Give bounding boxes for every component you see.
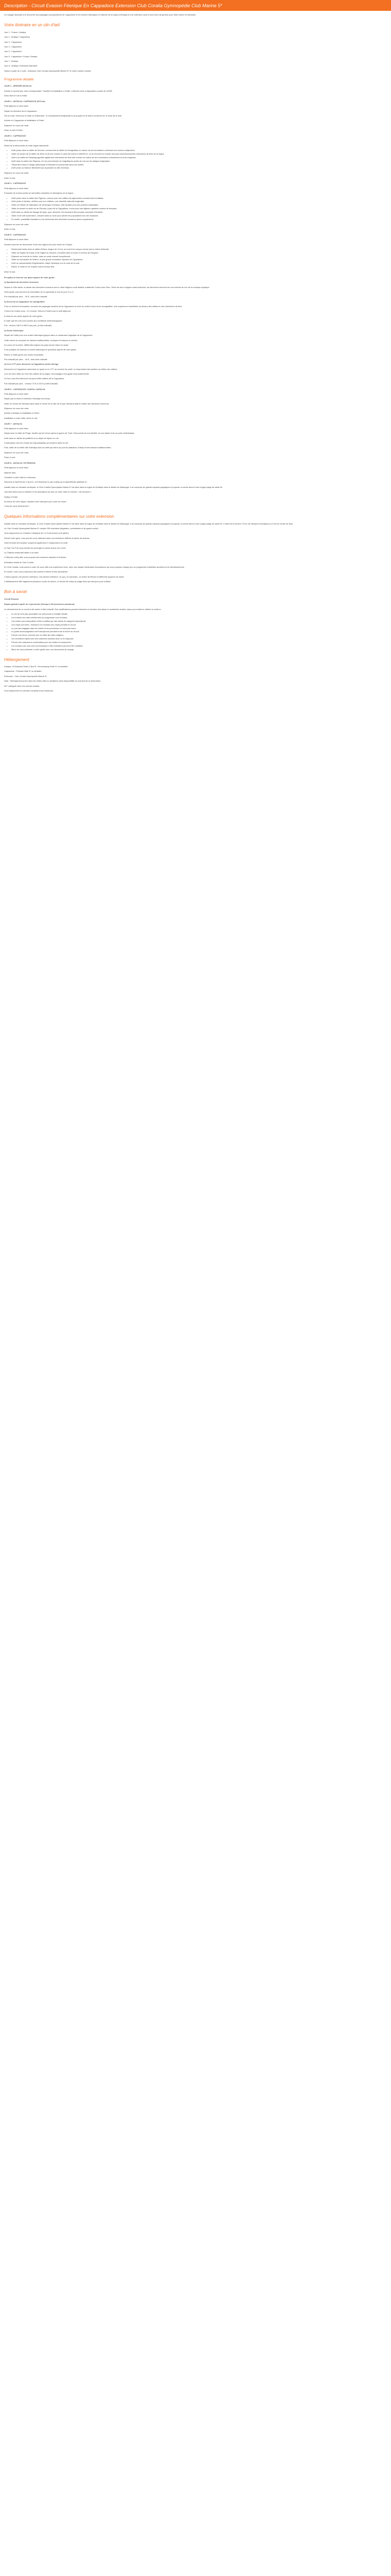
day-title: JOUR 3 : CAPPADOCE — [4, 134, 26, 138]
intro-text: Un voyage fascinant à la rencontre des paysages époustouflants de Cappadoce et les trésors historiques et naturels de la région d'Antalya et une extension sans le bord bord de genèse pour allier culture et balnéaire. — [4, 13, 197, 16]
extension-paragraph: Le Sea You Pub vous permet de prolonger la soirée autour d'un verre. — [4, 546, 67, 549]
day-paragraph: Petit déjeuner à votre hôtel. — [4, 139, 29, 142]
accommodation-line: Cappadoce : Perissia Hotel 5* ou similaire — [4, 670, 42, 673]
good-to-know-subtitle: Circuit Evasion — [4, 597, 19, 600]
page — [0, 0, 391, 692]
option-paragraph: À réserver sur place auprès de votre guide. — [4, 314, 43, 317]
day-activity-list — [4, 197, 387, 221]
day-paragraph: Arrivée à Antalya et installation à l'hôtel. — [4, 412, 40, 415]
day-title: JOUR 1 : ARRIVÉE ANTALYA — [4, 84, 32, 88]
day-paragraph: Petit déjeuner à votre hôtel. — [4, 393, 29, 396]
summary-line: Séjour à partir de 2 nuits : extension Club Coralia Gymnopédie Marine 5* ht, selon l'option choisie. — [4, 69, 91, 72]
extension-paragraph: L'hôtel propose une piscine extérieure, une piscine intérieure, un spa, un hammam, un centre de fitness et différents espaces de loisirs. — [4, 575, 124, 578]
program-heading: Programme détaillé — [4, 77, 34, 81]
accommodation-line: Note : Hébergement prévu dans les hôtels cités ou similaires selon disponibilité au moment de la réservation. — [4, 680, 101, 683]
day-paragraph: Transfert à votre hôtel en extension. — [4, 476, 37, 479]
accommodation-list — [4, 665, 387, 692]
day-paragraph: Puis, visite de la vieille ville d'Antalya avec la ruelle qui mène au port de plaisance, Kaleiçi et ses maisons traditionnelles. — [4, 446, 111, 449]
extension-paragraph: Décoré avec goût, vous pourrez vous détendre dans une ambiance raffinée et pleine de charme. — [4, 536, 90, 539]
option-paragraph: Prix indicatif par pers. : 30 € ; tarif à titre indicatif. — [4, 295, 48, 298]
day-paragraph: Départ par la route en direction d'Antalya via Konya. — [4, 397, 51, 400]
activity-item: • Visite du monastère de Selime, le plus grand monastère rupestre de Cappadoce. — [11, 258, 387, 261]
accommodation-line: Antalya : Ili Business Hotel & Spa 5* / Kervansaray Hotel 4* ou similaire — [4, 665, 68, 668]
option-paragraph: Prix : environ 180 € à 250 € par pers. (à titre indicatif). — [4, 324, 52, 327]
good-to-know-item: • Les hôtels sont susceptibles d'être modifiés par des hôtels de catégorie équivalente. — [11, 620, 387, 623]
option-paragraph: Pour un moment d'exception, survolez les paysages lunaires de la Cappadoce au lever du soleil à bord d'une montgolfière. Une expérience inoubliable au-dessus des vallées et des cheminées de fées. — [4, 305, 183, 308]
good-to-know-item: • Les repas sont fixes ; boissons non incluses aux repas pendant le circuit. — [11, 623, 387, 626]
day-paragraph: Départ en direction de la Cappadoce. — [4, 109, 38, 112]
activity-item: • Retour à l'hôtel en fin d'après-midi et temps libre. — [11, 265, 387, 268]
extension-paragraph: L'établissement offre également plusieurs courts de tennis, un terrain de volley de plage ainsi que des jeux pour enfants. — [4, 580, 111, 583]
day-paragraph: Visite du Turbeh de Mevlana situé dans le centre de la ville de Konya. Mevlana était le maître des derviches tourneurs. — [4, 402, 110, 405]
extension-paragraph: Votre formule All Inclusive comprend également 2 restaurants à la carte. — [4, 541, 69, 545]
day-paragraph: Dîner et nuit à l'hôtel. — [4, 129, 23, 132]
day-paragraph: Arrêt dans un atelier de joaillerie et un dépôt de bijoux en cuir. — [4, 436, 59, 439]
option-title: 4) 1h en VTT pour découvrir la Cappadoce (selon timing) — [4, 363, 58, 366]
day-paragraph: Installation à votre hôtel, dîner et nuit. — [4, 416, 38, 419]
activity-item: • Arrêt à la vallée de Pasabag appelée également cheminées de fées des moines en raison de ses cheminées curieusement à trois chapeaux. — [11, 156, 387, 159]
program-days — [4, 84, 387, 273]
extension-paragraph: Animation adulte au Club Coralia — [4, 561, 34, 564]
summary-line: Jour 8 : Antalya / Extension balnéaire — [4, 64, 38, 67]
activity-item: • Visite du musée de la vallée de Zelve et de son musée en plein air inscrit à l'UNESCO, où se trouvent un bureau des plus impressionnantes cheminées de fées de la région. — [11, 152, 387, 156]
option-paragraph: Il est possible de réserver la soirée folklorique et spectacle auprès de votre guide. — [4, 348, 77, 351]
day-paragraph: Déjeuner en cours de route. — [4, 124, 29, 127]
accommodation-heading: Hébergement — [4, 657, 29, 662]
extension-paragraph: En Club Coralia, nous avons à cœur de vous offrir une expérience riche, avec une équipe d'animation francophone qui vous propose chaque jour un programme d'activités sportives et de divertissements. — [4, 565, 185, 568]
day-paragraph: Début de la découverte de cette région fascinante : — [4, 144, 50, 147]
day-paragraph: Dîner et nuit. — [4, 456, 16, 459]
title-banner — [0, 0, 391, 11]
program-days-2 — [4, 388, 387, 508]
day-paragraph: Arrivée en Cappadoce et installation à l'hôtel. — [4, 119, 44, 122]
day-paragraph: Petit déjeuner à votre hôtel. — [4, 105, 29, 108]
summary-line: Jour 6 : Cappadoce / Konya / Antalya — [4, 55, 38, 58]
day-paragraph: Journées libres pour la détente et les animations au sein de votre hôtel en formule « All Inclusive ». — [4, 490, 92, 494]
summary-line: Jour 3 : Cappadoce — [4, 40, 22, 43]
day-activity-list — [4, 149, 387, 170]
day-paragraph: SÉJOUR À PARTIR DE 2 NUITS : EXTENSION CLUB CORALIA GYMNOPÉDIE MARINE 5* — [4, 481, 87, 484]
summary-list — [4, 31, 387, 73]
extension-paragraph: La Trattoria restaurant italien à la carte. — [4, 551, 39, 554]
extension-section — [4, 514, 387, 583]
option-paragraph: L'heure de rendez-vous : 5 h environ. Retour à l'hôtel pour le petit déjeuner. — [4, 310, 71, 313]
day-paragraph: Déjeuner en cours de route. — [4, 451, 29, 454]
day-paragraph: Matinée libre. — [4, 471, 17, 474]
good-to-know-item: • Le guide accompagnateur est francophone pendant toute la durée du circuit. — [11, 630, 387, 633]
good-to-know-item: • Les entrées aux sites mentionnés au programme sont incluses. — [11, 616, 387, 619]
activity-item: • Arrêt photo au fameux Belvédère qui surplombe la ville d'Uchisar. — [11, 166, 387, 170]
day-paragraph: Petit déjeuner à votre hôtel. — [4, 466, 29, 469]
day-paragraph: Dîner et nuit. — [4, 227, 16, 230]
day-paragraph: Petit déjeuner à votre hôtel. — [4, 238, 29, 241]
day-paragraph: Petit déjeuner à votre hôtel. — [4, 187, 29, 190]
option-paragraph: Prix indicatif par pers. : environ 70 € à 100 € (à titre indicatif). — [4, 382, 58, 385]
day-title: JOUR 8 : ANTALYA / EXTENSION — [4, 462, 36, 465]
activity-item: • Arrêt photo dans la vallée des Pigeons, connue pour ses milliers de pigeonniers creusés dans la falaise. — [11, 197, 387, 200]
extension-paragraph: Le Club Coralia Gymnopédie Marine 5* compte 299 chambres élégantes, confortables et de grand confort. — [4, 527, 99, 530]
itinerary-summary — [4, 23, 387, 72]
option-paragraph: Votre guide vous prévoit à la réservation de ce spectacle le soir du jour 3 ou 4. — [4, 290, 74, 293]
day-paragraph: Départ pour la visite de Perge, fondée par les Grecs après la guerre de Troie. Découverte de son théâtre, de son stade et de sa porte hellénistique. — [4, 432, 135, 435]
extension-heading: Quelques informations complémentaires sur votre extension — [4, 514, 114, 519]
activity-item: • Arrêt photo à Uçhisar, célèbre pour son château, une citadelle naturelle troglodyte. — [11, 200, 387, 203]
good-to-know-list — [4, 613, 387, 651]
option-paragraph: Départ de l'hôtel pour une soirée folklorique typique dans un restaurant troglodyte de la Cappadoce. — [4, 334, 93, 337]
option-title: 2) Survol de la Cappadoce en montgolfière — [4, 300, 45, 303]
good-to-know-item: • Les chambres triples sont des chambres doubles avec un lit d'appoint. — [11, 637, 387, 640]
option-paragraph: Découvrez la Cappadoce autrement en quad ou en VTT au coucher du soleil, en empruntant des sentiers au milieu des vallées. — [4, 367, 118, 370]
summary-line: Jour 5 : Cappadoce — [4, 50, 22, 53]
day-paragraph: **FIN DE NOS SERVICES** — [4, 505, 30, 508]
option-paragraph: Ce tour vous fera découvrir les plus belles vallées de la Cappadoce. — [4, 377, 65, 380]
accommodation-line: Vous séjournerez en pension complète (hors boissons). — [4, 689, 54, 692]
option-title: 3) Soirée folklorique — [4, 329, 24, 332]
activity-item: • Temps libre dans le village pittoresque d'Ortahisar et promenade dans ses ruelles. — [11, 163, 387, 166]
option-paragraph: Retour à l'hôtel après une soirée inoubliable. — [4, 353, 44, 356]
option-paragraph: À noter que les vols sont soumis aux conditions météorologiques. — [4, 319, 62, 323]
option-paragraph: Au cours de la soirée, différentes régions du pays seront mises en avant. — [4, 343, 69, 346]
summary-line: Jour 7 : Antalya — [4, 59, 18, 62]
good-to-know-item: • Le circuit n'est pas accessible aux personnes à mobilité réduite. — [11, 613, 387, 616]
extension-paragraph: L'Ottoman Lobby Bar vous propose des boissons chaudes et fraîches. — [4, 556, 67, 559]
activity-item: • Arrêt dans la vallée des Pigeons, où l'on peut admirer de magnifiques points de vue sur les villages troglodytes. — [11, 160, 387, 163]
extension-paragraph: Vous séjournerez en chambre Classique de 2 à 3 personnes (vue jardin). — [4, 532, 69, 535]
options-heading: En option à réserver sur place auprès de votre guide : — [4, 276, 56, 279]
activity-item: • Visite d'une cité souterraine, creusée dans la roche pour abriter les populations lors des invasions. — [11, 214, 387, 217]
option-paragraph: Prix indicatif par pers. : 40 € ; tarif à titre indicatif. — [4, 358, 48, 361]
summary-line: Jour 1 : France / Antalya — [4, 30, 26, 33]
option-title: 1) Spectacle de derviches tourneurs — [4, 281, 39, 284]
day-paragraph: Déjeuner en cours de route. — [4, 223, 29, 226]
good-to-know-intro: Le déroulement de ce circuit a été donné à titre indicatif. Des modifications peuvent intervenir en fonction des aléas et contraintes locales, sans pour autant en altérer le contenu. — [4, 607, 161, 611]
activity-item: • Randonnée facile dans la vallée d'Ihlara, longue de 14 km, au fond d'un canyon creusé par la rivière Melendiz. — [11, 248, 387, 251]
accommodation-line: NC* catégorie selon les normes locales. — [4, 684, 40, 687]
day-paragraph: Sur la route, arrêt pour la visite du Sultanhani : le caravansérail seldjoukide le plus grand et le mieux conservé sur la route de la soie. — [4, 114, 122, 117]
day-paragraph: Déjeuner en cours de visite. — [4, 172, 29, 175]
day-paragraph: Poursuite de la découverte de merveilles naturelles et historiques de la région : — [4, 192, 75, 195]
good-to-know-item: • Prévoir des chaussures confortables pour les visites et randonnées. — [11, 641, 387, 644]
day-title: JOUR 6 : CAPPADOCE / KONYA / ANTALYA — [4, 387, 45, 391]
option-paragraph: Lors de votre visite de l'une des vallées de la région, accompagné d'un guide local expérimenté. — [4, 372, 90, 376]
page-title: Description - Circuit Evasion Féerique En Cappadoce Extension Club Coralia Gymnopédie Club Marine 5* — [4, 3, 222, 8]
good-to-know-item: • Les horaires des vols sont communiqués à titre indicatif et peuvent être modifiés. — [11, 645, 387, 648]
good-to-know-item: • Merci de vous présenter à votre guide avec vos documents de voyage. — [11, 648, 387, 651]
day-title: JOUR 2 : ANTALYA / CAPPADOCE (575 km) — [4, 100, 45, 103]
day-paragraph: Dîner libre et nuit à l'hôtel. — [4, 94, 28, 97]
accommodation-line: Extension : Club Coralia Gymnopédie Marine 5* — [4, 674, 47, 677]
good-to-know-item: • Le port des bagages dans les hôtels et les pourboires ne sont pas inclus. — [11, 627, 387, 630]
day-paragraph: Nuit(s) à l'hôtel. — [4, 495, 18, 498]
activity-item: • Arrêt dans un atelier de tissage de tapis, pour découvrir l'art ancestral des peuples nomades d'Anatolie. — [11, 211, 387, 214]
day-paragraph: Petit déjeuner à votre hôtel. — [4, 427, 29, 430]
day-title: JOUR 5 : CAPPADOCE — [4, 233, 26, 236]
day-paragraph: Dîner et nuit. — [4, 176, 16, 179]
accommodation-section — [4, 657, 387, 692]
day-paragraph: Arrivée et accueil par votre correspondant. Transfert et installation à l'hôtel. Chambre mise à disposition à partir de 14H00. — [4, 89, 113, 92]
extension-paragraph: Installé dans un domaine verdoyant, le Club Coralia Gymnopédie Marine 5* est situé dans la région de Kiziltepe dans le district de Manavgat. Il se compose de grands espaces paysagers et propose un accès direct à une longue plage de sable fin. L'hôtel est à environ 70 km de l'aéroport d'Antalya et à 5 km du centre de Side. — [4, 522, 294, 525]
options-section — [4, 276, 387, 385]
day-paragraph: Continuation vers les chutes de Karpuzkaldiran qui tombent dans la mer. — [4, 442, 69, 445]
activity-item: • Arrêt au caravansérail d'Agzikarahan, étape historique sur la route de la soie. — [11, 262, 387, 265]
day-paragraph: Dernière journée de découverte d'une des régions les plus riches de Turquie : — [4, 243, 73, 246]
summary-line: Jour 2 : Antalya / Cappadoce — [4, 36, 30, 39]
extension-paragraph: En soirée, nous vous proposons des soirées à thème et des spectacles. — [4, 570, 68, 573]
day-paragraph: Installé dans un domaine verdoyant, le Club Coralia Gymnopédie Marine 5* est situé dans la région de Kiziltepe dans le district de Manavgat. Il se compose de grands espaces paysagers et propose un accès direct à une longue plage de sable fin. — [4, 485, 223, 488]
good-to-know-item: • Prévoir une tenue correcte pour la visite des sites religieux. — [11, 634, 387, 637]
activity-item: • Visite du musée en plein air de Göreme, joyau de la Cappadoce, connu pour ses églises rupestres ornées de fresques. — [11, 207, 387, 210]
option-paragraph: Cette soirée se compose de danses traditionnelles, musique et boissons à volonté. — [4, 338, 78, 342]
day-activity-list — [4, 248, 387, 268]
good-to-know-section — [4, 589, 387, 651]
day-paragraph: Dîner et nuit. — [4, 270, 16, 274]
good-to-know-heading: Bon à savoir — [4, 589, 27, 594]
summary-heading: Votre itinéraire en un clin d'œil — [4, 23, 60, 28]
activity-item: • En soirée, possibilité d'assister à une cérémonie des derviches tourneurs (avec supplément). — [11, 218, 387, 221]
activity-item: • Déjeuner au bord de la rivière, dans un cadre naturel exceptionnel. — [11, 255, 387, 258]
option-paragraph: Depuis le XIIIe siècle, la danse des derviches tourneurs est un rituel religieux soufi destiné à atteindre l'union avec Dieu. Vêtus de leurs longues robes blanches, les derviches tournent sur eux-mêmes au son de la musique mystique. — [4, 285, 210, 289]
day-title: JOUR 4 : CAPPADOCE — [4, 182, 26, 185]
extension-text — [4, 522, 387, 583]
good-to-know-lead: Départ garanti à partir de 4 personnes (Groupe à 30 personnes maximum) — [4, 603, 75, 606]
detailed-program — [4, 78, 387, 509]
activity-item: • Arrêt photo dans la vallée de Devrent, surnommée la vallée de l'imagination en raison de ses formations rocheuses aux formes subjectives. — [11, 149, 387, 152]
day-paragraph: Au terme de votre séjour, transfert vers l'aéroport pour votre vol retour. — [4, 500, 67, 503]
activity-item: • Visite de l'atelier de fabrication de céramique d'Avanos, ville réputée pour ses poteries artisanales. — [11, 204, 387, 207]
day-title: JOUR 7 : ANTALYA — [4, 422, 22, 425]
day-paragraph: Déjeuner en cours de route. — [4, 407, 29, 410]
summary-line: Jour 4 : Cappadoce — [4, 45, 22, 48]
activity-item: • Visite de l'église de Kokar et de l'église du Serpent, creusées dans la roche et ornées de fresques. — [11, 251, 387, 255]
